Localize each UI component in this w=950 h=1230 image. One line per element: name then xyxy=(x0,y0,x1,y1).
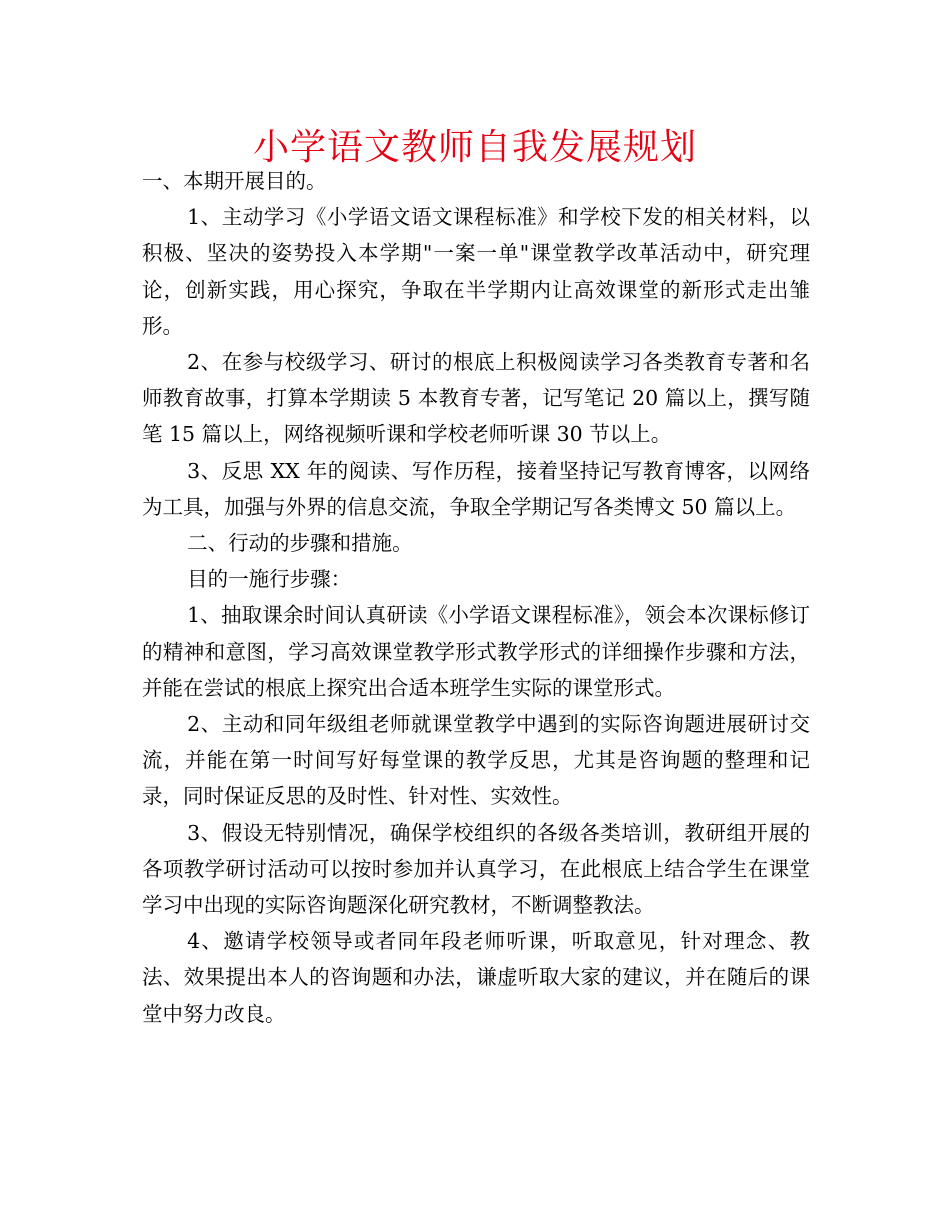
goal-paragraph-1: 1、主动学习《小学语文语文课程标准》和学校下发的相关材料，以积极、坚决的姿势投入本学期"一案一单"课堂教学改革活动中，研究理论，创新实践，用心探究，争取在半学期内让高效课堂的新形式走出雏形。 xyxy=(142,205,810,338)
step-paragraph-1: 1、抽取课余时间认真研读《小学语文课程标准》，领会本次课标修订的精神和意图，学习高效课堂教学形式教学形式的详细操作步骤和方法，并能在尝试的根底上探究出合适本班学生实际的课堂形式。 xyxy=(142,603,810,700)
step-paragraph-2: 2、主动和同年级组老师就课堂教学中遇到的实际咨询题进展研讨交流，并能在第一时间写好每堂课的教学反思，尤其是咨询题的整理和记录，同时保证反思的及时性、针对性、实效性。 xyxy=(142,712,810,809)
document-body xyxy=(142,163,810,1032)
section-heading-actions: 二、行动的步骤和措施。 xyxy=(187,531,413,556)
goal-paragraph-2: 2、在参与校级学习、研讨的根底上积极阅读学习各类教育专著和名师教育故事，打算本学期读 5 本教育专著，记写笔记 20 篇以上，撰写随笔 15 篇以上，网络视频听课和学校老师听课 30 节以上。 xyxy=(142,350,810,447)
section-heading-goals: 一、本期开展目的。 xyxy=(142,169,327,193)
document-title: 小学语文教师自我发展规划 xyxy=(252,127,697,168)
subsection-heading-steps: 目的一施行步骤： xyxy=(187,567,352,592)
step-paragraph-3: 3、假设无特别情况，确保学校组织的各级各类培训，教研组开展的各项教学研讨活动可以按时参加并认真学习，在此根底上结合学生在课堂学习中出现的实际咨询题深化研究教材，不断调整教法。 xyxy=(142,820,810,918)
step-paragraph-4: 4、邀请学校领导或者同年段老师听课，听取意见，针对理念、教法、效果提出本人的咨询题和办法，谦虚听取大家的建议，并在随后的课堂中努力改良。 xyxy=(142,929,810,1026)
goal-paragraph-3: 3、反思 XX 年的阅读、写作历程，接着坚持记写教育博客，以网络为工具，加强与外界的信息交流，争取全学期记写各类博文 50 篇以上。 xyxy=(142,458,810,519)
